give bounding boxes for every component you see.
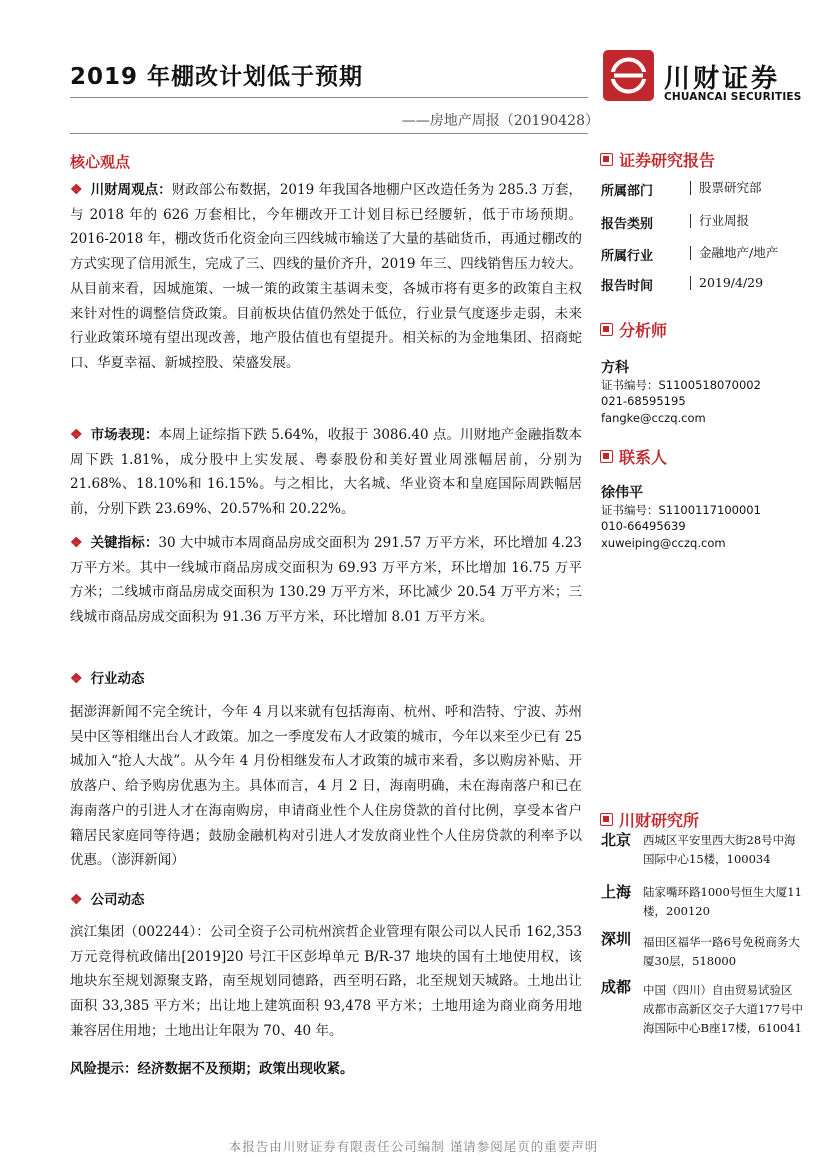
contact-phone: 010-66495639 [601, 519, 686, 533]
industry-heading: ❖ 行业动态 [70, 671, 145, 687]
contact-heading: 联系人 [600, 445, 667, 468]
meta-key: 报告时间 [601, 279, 654, 294]
analyst-name: 方科 [601, 360, 629, 376]
core-view-heading: 核心观点 [70, 153, 131, 171]
company-text: 滨江集团（002244）：公司全资子公司杭州滨哲企业管理有限公司以人民币 162,353 万元竞得杭政储出[2019]20 号江干区彭埠单元 B/R-37 地块的国有土地使用权，该地块东至规划源聚支路，南至规划同德路，西至明石路，北至规划天城路。土地出让面积 33,385 平方米；出让地上建筑面积 93,478 平方米；土地用途为商业商务用地兼容居住用地；土地出让年限为 70、40 年。 [70, 924, 582, 1039]
title-divider [70, 97, 588, 98]
section-square-icon [600, 153, 613, 166]
section-square-icon [600, 323, 613, 336]
header-divider [70, 133, 588, 134]
meta-value: 行业周报 [690, 214, 749, 228]
view-text: 财政部公布数据，2019 年我国各地棚户区改造任务为 285.3 万套，与 2018 年的 626 万套相比，今年棚改开工计划目标已经腰斩，低于市场预期。2016-2018 年，棚改货币化资金向三四线城市输送了大量的基础货币，再通过棚改的方式实现了信用派生，完成了三、四线的量价齐升，2019 年三、四线销售压力较大。从目前来看，因城施策、一城一策的政策主基调未变，各城市将有更多的政策自主权来针对性的调整信贷政策。目前板块估值仍然处于低位，行业景气度逐步走弱，未来行业政策环境有望出现改善，地产股估值也有望提升。相关标的为金地集团、招商蛇口、华夏幸福、新城控股、荣盛发展。 [70, 182, 582, 371]
office-city: 北京 [601, 831, 632, 849]
risk-warning: 风险提示：经济数据不及预期；政策出现收紧。 [70, 1061, 354, 1077]
indicators-paragraph [70, 531, 582, 630]
page-subtitle: ——房地产周报（20190428） [401, 113, 599, 129]
brand-name-en: CHUANCAI SECURITIES [664, 91, 802, 103]
meta-value: 股票研究部 [690, 181, 762, 195]
market-paragraph [70, 423, 582, 522]
analyst-phone: 021-68595195 [601, 394, 686, 408]
report-heading: 证券研究报告 [600, 148, 715, 171]
brand-logo-icon [603, 50, 654, 101]
analyst-email[interactable]: fangke@cczq.com [601, 411, 706, 425]
diamond-bullet-icon: ❖ [70, 535, 83, 551]
view-paragraph [70, 178, 582, 376]
view-label: 川财周观点： [90, 182, 172, 198]
meta-key: 报告类别 [601, 217, 654, 232]
contact-email[interactable]: xuweiping@cczq.com [601, 536, 726, 550]
meta-value: 金融地产/地产 [690, 246, 778, 260]
meta-key: 所属行业 [601, 249, 654, 264]
indicators-text: 30 大中城市本周商品房成交面积为 291.57 万平方米，环比增加 4.23 万平方米。其中一线城市商品房成交面积为 69.93 万平方米，环比增加 16.75 万平方米；二线城市商品房成交面积为 130.29 万平方米，环比减少 20.54 万平方米；三线城市商品房成交面积为 91.36 万平方米，环比增加 8.01 万平方米。 [70, 535, 582, 626]
diamond-bullet-icon: ❖ [70, 427, 83, 443]
office-city: 上海 [601, 883, 632, 901]
diamond-bullet-icon: ❖ [70, 892, 83, 908]
market-text: 本周上证综指下跌 5.64%，收报于 3086.40 点。川财地产金融指数本周下跌 1.81%，成分股中上实发展、粤泰股份和美好置业周涨幅居前，分别为 21.68%、18.10%和 16.15%。与之相比，大名城、华业资本和皇庭国际周跌幅居前，分别下跌 23.69%、20.57%和 20.22%。 [70, 427, 582, 518]
office-address: 中国（四川）自由贸易试验区成都市高新区交子大道177号中海国际中心B座17楼，610041 [643, 983, 803, 1035]
analyst-heading: 分析师 [600, 318, 667, 341]
section-square-icon [600, 813, 613, 826]
footer-disclaimer: 本报告由川财证券有限责任公司编制 谨请参阅尾页的重要声明 [228, 1139, 599, 1154]
meta-value: 2019/4/29 [690, 276, 763, 290]
office-address: 陆家嘴环路1000号恒生大厦11楼，200120 [643, 885, 802, 918]
office-city: 深圳 [601, 930, 632, 948]
market-label: 市场表现： [90, 427, 159, 443]
diamond-bullet-icon: ❖ [70, 182, 83, 198]
office-city: 成都 [601, 978, 632, 996]
section-square-icon [600, 450, 613, 463]
diamond-bullet-icon: ❖ [70, 671, 83, 687]
office-address: 福田区福华一路6号免税商务大厦30层，518000 [643, 935, 800, 968]
institute-heading: 川财研究所 [600, 808, 699, 831]
contact-name: 徐伟平 [601, 485, 643, 501]
brand-name-cn: 川财证券 [664, 64, 781, 94]
indicators-label: 关键指标： [90, 535, 159, 551]
page-title: 2019 年棚改计划低于预期 [70, 64, 364, 90]
meta-key: 所属部门 [601, 184, 654, 199]
industry-text: 据澎湃新闻不完全统计，今年 4 月以来就有包括海南、杭州、呼和浩特、宁波、苏州吴中区等相继出台人才政策。加之一季度发布人才政策的城市，今年以来至少已有 25 城加入“抢人大战”。从今年 4 月份相继发布人才政策的城市来看，多以购房补贴、开放落户、给予购房优惠为主。具体而言，4 月 2 日，海南明确，未在海南落户和已在海南落户的引进人才在海南购房，申请商业性个人住房贷款的首付比例，享受本省户籍居民家庭同等待遇；鼓励金融机构对引进人才发放商业性个人住房贷款的利率予以优惠。（澎湃新闻） [70, 704, 582, 869]
company-heading: ❖ 公司动态 [70, 892, 145, 908]
contact-cert: 证书编号：S1100117100001 [601, 503, 761, 517]
office-address: 西城区平安里西大街28号中海国际中心15楼，100034 [643, 833, 796, 866]
analyst-cert: 证书编号：S1100518070002 [601, 378, 761, 392]
